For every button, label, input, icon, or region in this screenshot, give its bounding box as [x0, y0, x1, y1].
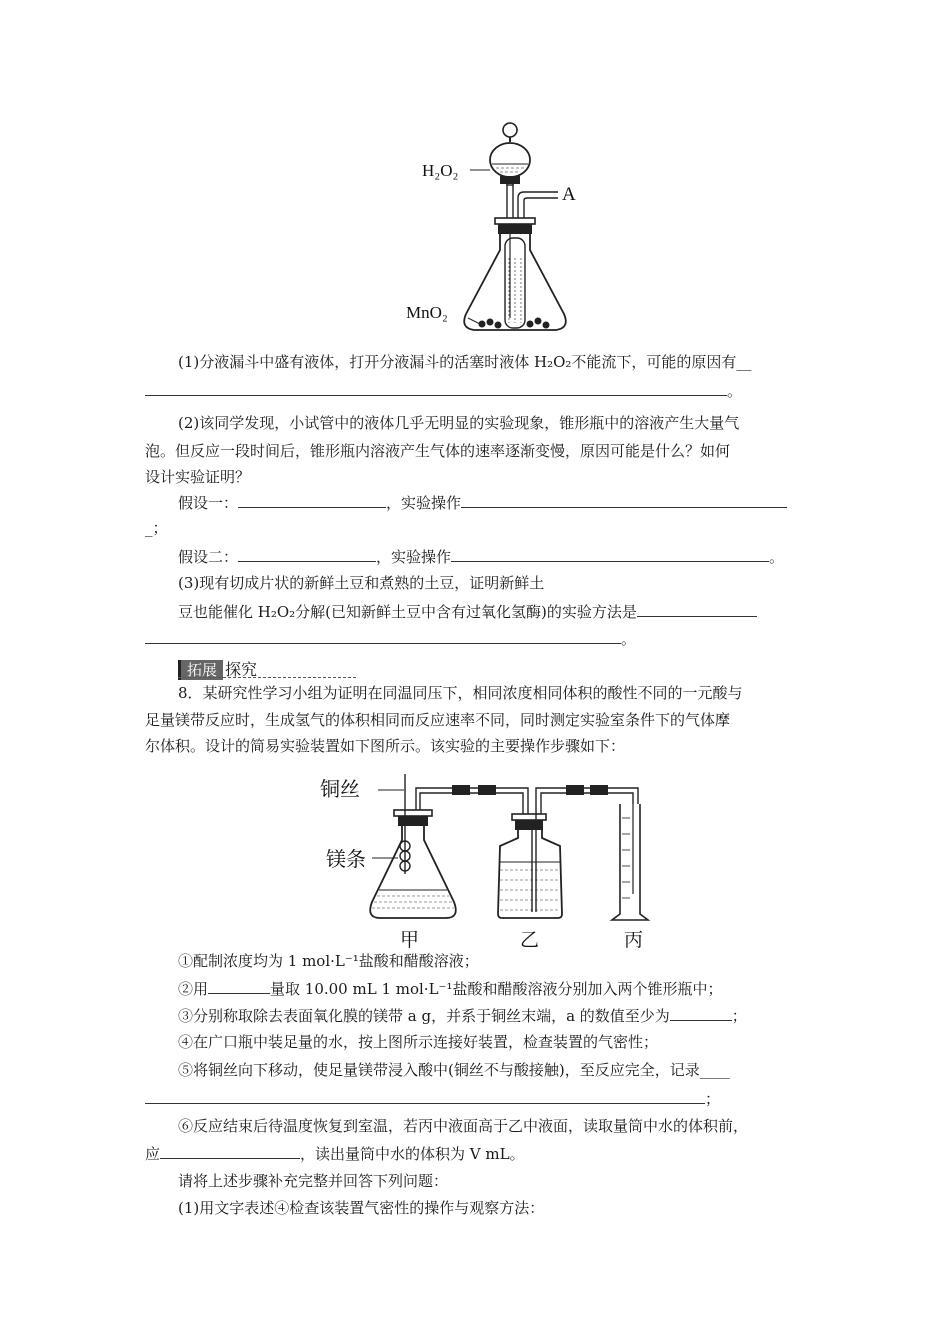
- step-6-b: ，读出量筒中水的体积为 V mL。: [300, 1145, 525, 1163]
- q2-line3: [145, 467, 807, 487]
- step-2-b: 量取 10.00 mL 1 mol·L⁻¹盐酸和醋酸溶液分别加入两个锥形瓶中；: [270, 980, 723, 998]
- step-5: [178, 1060, 807, 1080]
- q2-hyp1: [178, 492, 807, 513]
- hyp2-op-blank[interactable]: [451, 546, 769, 562]
- step-4-text: ④在广口瓶中装足量的水，按上图所示连接好装置，检查装置的气密性；: [178, 1033, 659, 1051]
- figure-h2o2-apparatus: [400, 118, 600, 346]
- label-h2o2: H₂O₂: [422, 161, 459, 180]
- hyp1-op: ，实验操作: [386, 494, 462, 512]
- step-5-cont: [145, 1088, 807, 1109]
- step-6-a: 应: [145, 1145, 161, 1163]
- hyp2-blank[interactable]: [238, 546, 376, 562]
- steps-prompt: [178, 1171, 807, 1191]
- q3-line3-end: 。: [621, 630, 637, 648]
- hyp1-blank[interactable]: [238, 492, 386, 508]
- q8-line2: [145, 710, 807, 730]
- section-rule: [178, 677, 356, 678]
- step-3-blank[interactable]: [670, 1005, 732, 1021]
- q8-text-1: 8．某研究性学习小组为证明在同温同压下，相同浓度相同体积的酸性不同的一元酸与: [178, 684, 743, 702]
- figure-gas-apparatus: [320, 762, 670, 952]
- sub-question-1-text: (1)用文字表述④检查该装置气密性的操作与观察方法：: [178, 1199, 545, 1217]
- q2-line2: [145, 441, 807, 461]
- hyp2-label: 假设二：: [178, 548, 239, 566]
- q1-line2: [145, 380, 807, 401]
- q8-text-2: 足量镁带反应时，生成氢气的体积相同而反应速率不同，同时测定实验室条件下的气体摩: [145, 711, 731, 729]
- step-5-text: ⑤将铜丝向下移动，使足量镁带浸入酸中(铜丝不与酸接触)，至反应完全，记录____: [178, 1061, 730, 1079]
- q2-line1: [178, 413, 807, 433]
- step-6-blank[interactable]: [160, 1143, 300, 1159]
- hyp1-op-blank[interactable]: [461, 492, 787, 508]
- q2-text-3: 设计实验证明？: [145, 468, 251, 486]
- q2-text-1: (2)该同学发现，小试管中的液体几乎无明显的实验现象，锥形瓶中的溶液产生大量气: [178, 414, 740, 432]
- q3-line3: [145, 628, 807, 649]
- prompt-text: 请将上述步骤补充完整并回答下列问题：: [178, 1172, 449, 1190]
- sub-question-1: [178, 1198, 807, 1218]
- q2-hyp2: [178, 546, 807, 567]
- hyp2-end: 。: [769, 548, 785, 566]
- q3-text-2: 豆也能催化 H₂O₂分解(已知新鲜土豆中含有过氧化氢酶)的实验方法是: [178, 603, 637, 621]
- step-1: [178, 951, 807, 971]
- q8-text-3: 尔体积。设计的简易实验装置如下图所示。该实验的主要操作步骤如下：: [145, 737, 626, 755]
- q3-blank[interactable]: [637, 601, 757, 617]
- q3-blank-2[interactable]: [145, 628, 621, 644]
- step-6-text: ⑥反应结束后待温度恢复到室温，若丙中液面高于乙中液面，读取量筒中水的体积前，: [178, 1117, 749, 1135]
- label-jia: 甲: [400, 929, 420, 951]
- q8-line3: [145, 736, 807, 756]
- q3-line1: [178, 573, 807, 593]
- q3-text-1: (3)现有切成片状的新鲜土豆和煮熟的土豆，证明新鲜土: [178, 574, 545, 592]
- label-mg-ribbon: 镁条: [326, 847, 366, 871]
- label-bing: 丙: [624, 929, 644, 951]
- step-6: [178, 1116, 807, 1136]
- q8-line1: [178, 683, 807, 703]
- step-1-text: ①配制浓度均为 1 mol·L⁻¹盐酸和醋酸溶液；: [178, 952, 479, 970]
- q1-text: (1)分液漏斗中盛有液体，打开分液漏斗的活塞时液体 H₂O₂不能流下，可能的原因有__: [178, 353, 752, 371]
- step-3-end: ；: [731, 1007, 747, 1025]
- hyp1-end: _；: [145, 519, 168, 537]
- q2-hyp1-end: [145, 518, 807, 538]
- label-mno2: MnO₂: [406, 303, 448, 322]
- section-banner: [178, 657, 257, 679]
- step-6-cont: [145, 1143, 807, 1164]
- label-copper-wire: 铜丝: [320, 777, 360, 801]
- q3-line2: [178, 601, 807, 622]
- q1-answer-blank[interactable]: [145, 380, 727, 396]
- step-2-a: ②用: [178, 980, 209, 998]
- q2-text-2: 泡。但反应一段时间后，锥形瓶内溶液产生气体的速率逐渐变慢，原因可能是什么？如何: [145, 442, 731, 460]
- step-4: [178, 1032, 807, 1052]
- label-a: A: [562, 184, 576, 205]
- step-2: [178, 978, 807, 999]
- step-3: [178, 1005, 807, 1026]
- step-2-blank[interactable]: [208, 978, 270, 994]
- step-3-a: ③分别称取除去表面氧化膜的镁带 a g，并系于铜丝末端，a 的数值至少为: [178, 1007, 670, 1025]
- section-box: 拓展: [178, 660, 223, 680]
- q1-line2-end: 。: [727, 382, 743, 400]
- step-5-end: ；: [705, 1090, 721, 1108]
- q1-line1: [178, 352, 807, 372]
- hyp1-label: 假设一：: [178, 494, 239, 512]
- step-5-blank[interactable]: [145, 1088, 705, 1104]
- section-title: 探究: [225, 660, 258, 679]
- label-yi: 乙: [520, 929, 540, 951]
- hyp2-op: ，实验操作: [376, 548, 452, 566]
